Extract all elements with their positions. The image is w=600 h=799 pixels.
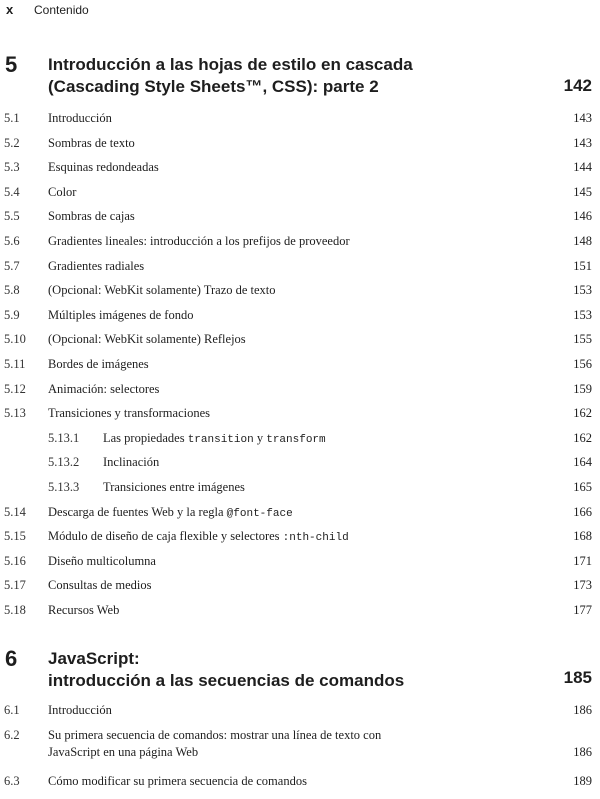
entry-number: 5.18 [4,602,26,617]
toc-entry[interactable] [0,204,600,229]
entry-page: 143 [573,135,592,150]
entry-number: 5.11 [4,356,26,371]
toc-entry[interactable] [0,377,600,402]
entry-title-line2: JavaScript en una página Web [48,744,199,759]
entry-page: 173 [573,578,592,593]
entry-number: 5.8 [4,283,20,298]
entry-title: Consultas de medios [48,578,152,593]
entry-page: 156 [573,356,592,371]
entry-page: 143 [573,111,592,125]
entry-number: 6.1 [4,703,20,717]
entry-page: 165 [573,479,592,494]
entry-number: 5.12 [4,381,26,396]
entry-page: 162 [573,406,592,421]
entry-page: 186 [573,744,592,759]
entry-page: 153 [573,307,592,322]
chapter-title-line2: introducción a las secuencias de comandos [48,671,405,690]
toc-entry[interactable] [0,723,600,769]
entry-page: 148 [573,233,592,248]
toc-entry[interactable] [0,524,600,549]
chapter-number: 5 [5,52,18,77]
entry-title-line1: Su primera secuencia de comandos: mostrar una línea de texto con [48,727,382,742]
entry-page: 164 [573,455,592,470]
toc-entry[interactable] [0,155,600,180]
chapter-title-line1: JavaScript: [48,649,140,668]
toc-entry[interactable] [0,698,600,723]
entry-title: Introducción [48,703,112,717]
entry-title-text: Las propiedades [103,430,188,445]
entry-page: 145 [573,184,592,199]
entry-title: Cómo modificar su primera secuencia de comandos [48,773,307,788]
toc-entry[interactable] [0,254,600,279]
entry-number: 5.16 [4,553,26,568]
toc-entry[interactable] [0,401,600,426]
chapter-title [48,648,518,692]
running-header: Contenido [34,2,89,17]
toc-entry[interactable] [0,303,600,328]
entry-number: 5.6 [4,233,20,248]
entry-code: @font-face [226,507,293,520]
entry-page: 189 [573,773,592,788]
entry-title: Transiciones entre imágenes [103,479,245,494]
entry-number: 6.3 [4,773,20,788]
entry-title-text: y [253,430,267,445]
entry-title: Transiciones y transformaciones [48,406,211,421]
entry-number: 5.5 [4,209,20,224]
chapter-page: 142 [563,76,592,95]
entry-number: 5.13.1 [48,430,80,445]
entry-title [48,727,508,761]
toc-entry[interactable] [0,180,600,205]
entry-page: 155 [573,332,592,347]
entry-title: (Opcional: WebKit solamente) Trazo de texto [48,283,276,298]
entry-page: 153 [573,283,592,298]
entry-title: Introducción [48,111,112,125]
chapter-5-entries [0,106,600,622]
entry-number: 5.15 [4,529,26,544]
page-number: x [6,2,14,17]
chapter-5-heading [0,52,600,102]
toc-subentry[interactable] [0,426,600,451]
entry-title: Diseño multicolumna [48,553,156,568]
entry-page: 166 [573,504,592,519]
entry-number: 5.13.3 [48,479,80,494]
toc-entry[interactable] [0,278,600,303]
entry-title: Recursos Web [48,602,120,617]
chapter-6-entries [0,698,600,793]
entry-number: 5.14 [4,504,26,519]
entry-title: Bordes de imágenes [48,356,149,371]
toc-entry[interactable] [0,327,600,352]
entry-title: Gradientes radiales [48,258,145,273]
toc-entry[interactable] [0,106,600,131]
entry-page: 146 [573,209,592,224]
entry-number: 5.3 [4,160,20,175]
entry-page: 186 [573,703,592,717]
entry-code: transition [187,433,254,446]
entry-number: 5.9 [4,307,20,322]
entry-number: 5.10 [4,332,26,347]
entry-title: Color [48,184,77,199]
entry-title: Sombras de texto [48,135,135,150]
entry-title: (Opcional: WebKit solamente) Reflejos [48,332,246,347]
entry-page: 144 [573,160,592,175]
entry-number: 5.4 [4,184,20,199]
chapter-title [48,54,518,98]
entry-title: Esquinas redondeadas [48,160,159,175]
chapter-title-line1: Introducción a las hojas de estilo en cascada [48,55,413,74]
entry-page: 177 [573,602,592,617]
toc-entry[interactable] [0,769,600,794]
entry-title: Sombras de cajas [48,209,135,224]
entry-title: Gradientes lineales: introducción a los prefijos de proveedor [48,233,350,248]
entry-title-text: Módulo de diseño de caja flexible y selectores [48,529,283,544]
entry-page: 159 [573,381,592,396]
toc-entry[interactable] [0,229,600,254]
entry-title: Múltiples imágenes de fondo [48,307,194,322]
entry-title [48,500,293,527]
page-header [6,2,89,17]
entry-number: 5.7 [4,258,20,273]
toc-subentry[interactable] [0,475,600,500]
entry-number: 5.2 [4,135,20,150]
toc-entry[interactable] [0,500,600,525]
toc-entry[interactable] [0,352,600,377]
entry-number: 5.13 [4,406,26,421]
chapter-6-heading [0,646,600,696]
entry-title: Animación: selectores [48,381,160,396]
entry-code: :nth-child [282,532,349,545]
entry-title [48,524,349,551]
toc-subentry[interactable] [0,450,600,475]
entry-number: 6.2 [4,727,20,742]
entry-number: 5.1 [4,111,20,125]
entry-title [103,426,326,453]
chapter-title-line2: (Cascading Style Sheets™, CSS): parte 2 [48,77,379,96]
chapter-page: 185 [563,668,592,687]
entry-number: 5.17 [4,578,26,593]
entry-title-text: Descarga de fuentes Web y la regla [48,504,227,519]
entry-page: 151 [573,258,592,273]
toc-entry[interactable] [0,573,600,598]
toc-entry[interactable] [0,598,600,623]
chapter-number: 6 [5,646,18,671]
entry-title: Inclinación [103,455,160,470]
entry-page: 171 [573,553,592,568]
entry-page: 162 [573,430,592,445]
entry-number: 5.13.2 [48,455,80,470]
entry-code: transform [266,433,326,446]
toc-entry[interactable] [0,549,600,574]
toc-entry[interactable] [0,131,600,156]
entry-page: 168 [573,529,592,544]
